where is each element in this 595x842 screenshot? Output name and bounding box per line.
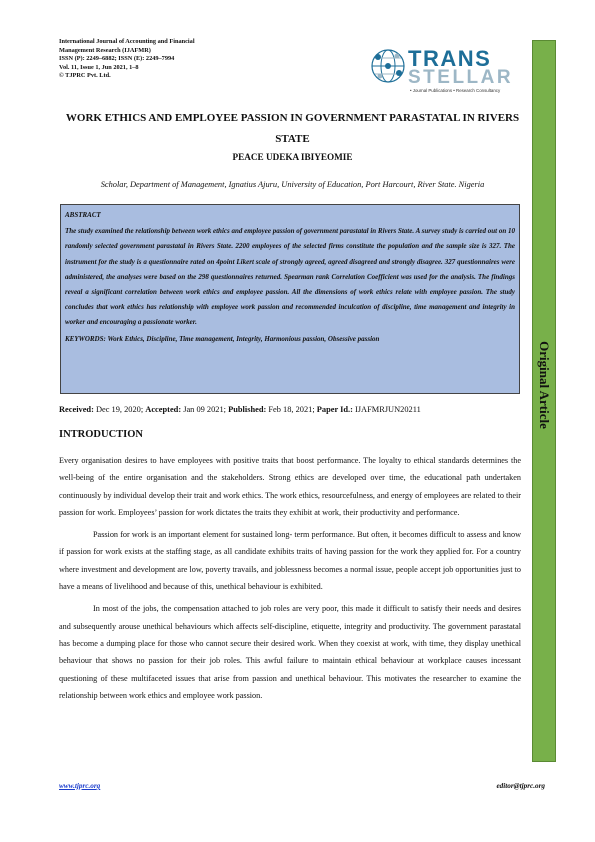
- transstellar-logo: [370, 46, 520, 96]
- journal-header: [59, 38, 259, 81]
- logo-word-trans: TRANS: [408, 46, 492, 71]
- original-article-label: Original Article: [537, 341, 552, 429]
- journal-copyright: © TJPRC Pvt. Ltd.: [59, 72, 111, 80]
- globe-icon: [370, 48, 406, 84]
- paragraph: Passion for work is an important element for sustained long- term performance. But often, it becomes difficult to assess and know if passion for work exists at the staffing stage, as all candidate exhibits traits of having passion for the work they applied for. For a country where investment and development are low, poverty travails, and joblessness becomes a normal issue, people accept job opportunities just to have a means of livelihood and because of this, unethical behaviour is exhibited.: [59, 530, 521, 592]
- author-affiliation: Scholar, Department of Management, Ignatius Ajuru, University of Education, Port Harcourt, River State. Nigeria: [100, 180, 485, 189]
- introduction-body: [59, 452, 521, 709]
- abstract-heading: ABSTRACT: [65, 211, 101, 219]
- section-heading-introduction: INTRODUCTION: [59, 429, 144, 440]
- abstract-text: The study examined the relationship between work ethics and employee passion of government parastatal in Rivers State. A survey study is carried out on 10 randomly selected government parastatal in Rivers State. 2200 employees of the selected firms constitute the population and the sample size is 327. The instrument for the study is a questionnaire rated on 4point Likert scale of strongly agreed, agreed disagreed and strongly disagree. 327 questionnaires were administered, the analyses were based on the 298 questionnaires returned. Spearman rank Correlation Coefficient was used for the analysis. The findings reveal a significant correlation between work ethics and employee passion. All the dimensions of work ethics relate with employee passion. The study concludes that work ethics has relationship with employee work passion and recommended inculcation of discipline, time management and integrity in worker and encouraging a passionate worker.: [65, 227, 515, 327]
- paper-id-label: Paper Id.:: [316, 405, 353, 414]
- paragraph: Every organisation desires to have employees with positive traits that boost performance. The loyalty to ethical standards determines the well-being of the entire organisation and the stakeholders. Strong ethics are developed over time, the educational path undertaken continuously by individual develop their trait and work ethics. The work ethics, resourcefulness, and energy of employees are related to their passion for work. Employees’ passion for work dictates the traits they exhibit at work, their productivity and performance.: [59, 456, 521, 517]
- keywords: KEYWORDS: Work Ethics, Discipline, Time management, Integrity, Harmonious passion, Obsessive passion: [65, 334, 380, 343]
- paper-id: IJAFMRJUN20211: [352, 405, 421, 414]
- abstract-box: [60, 204, 520, 394]
- journal-name-line1: International Journal of Accounting and Financial: [59, 38, 195, 45]
- journal-volume: Vol. 11, Issue 1, Jun 2021, 1–8: [59, 63, 139, 71]
- logo-word-stellar: STELLAR: [408, 67, 514, 88]
- publication-dates: [59, 405, 421, 414]
- footer-website-link[interactable]: www.tjprc.org: [59, 782, 101, 790]
- accepted-label: Accepted:: [145, 405, 182, 414]
- published-date: Feb 18, 2021;: [266, 405, 317, 414]
- paper-title: WORK ETHICS AND EMPLOYEE PASSION IN GOVERNMENT PARASTATAL IN RIVERS STATE: [65, 112, 520, 145]
- logo-tagline: • Journal Publications • Research Consultancy: [410, 88, 501, 93]
- received-date: Dec 19, 2020;: [93, 405, 146, 414]
- journal-name-line2: Management Research (IJAFMR): [59, 46, 151, 54]
- journal-issn: ISSN (P): 2249–6882; ISSN (E): 2249–7994: [59, 55, 175, 63]
- received-label: Received:: [59, 405, 94, 414]
- author-name: PEACE UDEKA IBIYEOMIE: [232, 152, 353, 162]
- published-label: Published:: [228, 405, 267, 414]
- paragraph: In most of the jobs, the compensation attached to job roles are very poor, this made it difficult to satisfy their needs and desires and subsequently arouse unethical behaviours which affects self-discipline, etiquette, integrity and productivity. The government parastatal has become a dumping place for those who cannot secure their desired work. When they coexist at work, with time, they display unethical behaviour that shows no passion for their job roles. This awful failure to maintain ethical behaviour at workplace causes incessant questioning of these multifaceted issues that arise from passion and unethical behaviour. This motivates the researcher to examine the relationship between work ethics and employee work passion.: [59, 604, 521, 700]
- footer-email: editor@tjprc.org: [496, 782, 545, 790]
- accepted-date: Jan 09 2021;: [181, 405, 229, 414]
